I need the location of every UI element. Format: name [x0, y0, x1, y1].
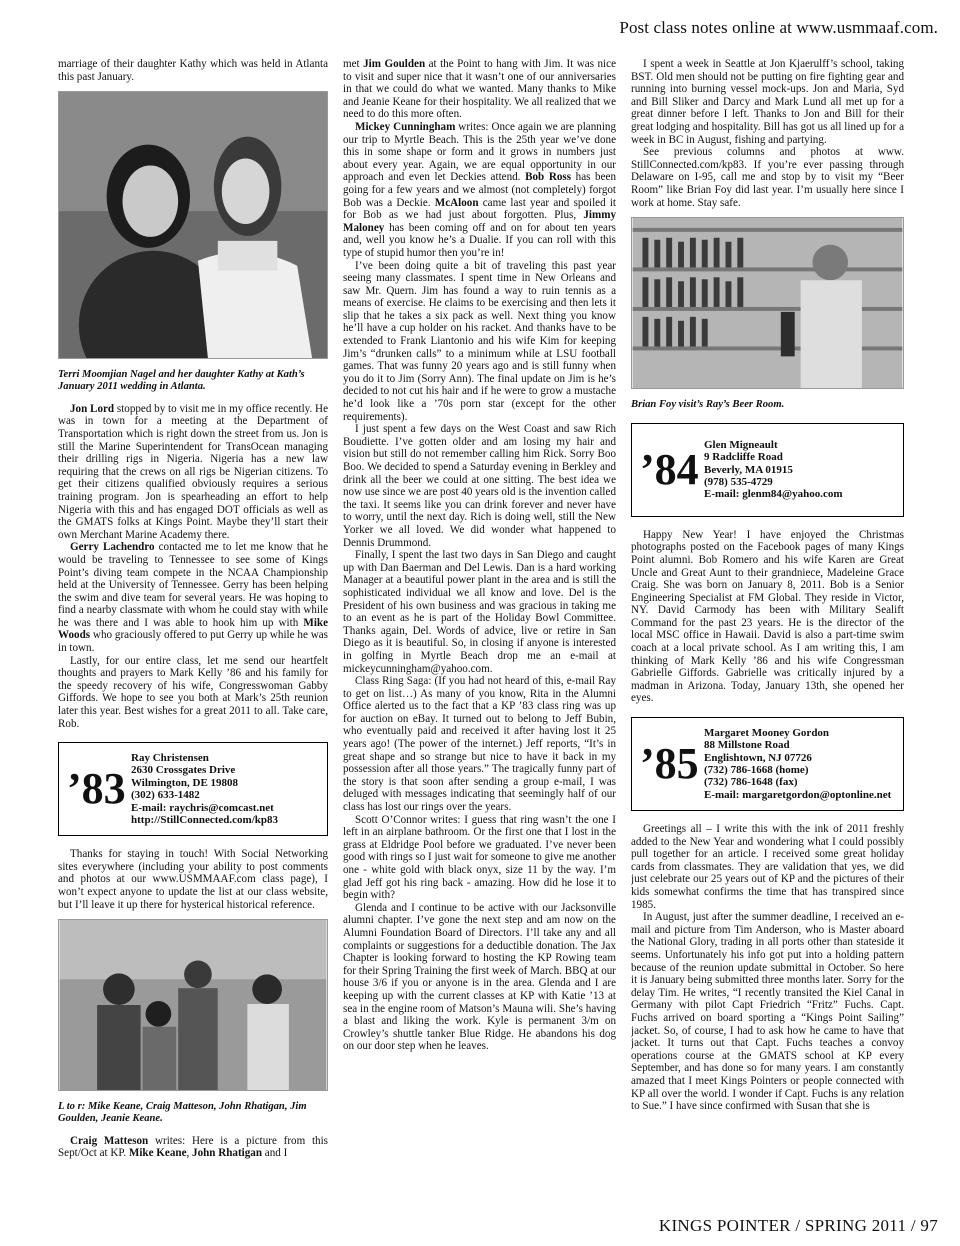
name-bold: McAloon: [434, 196, 479, 209]
paragraph-text: met: [343, 58, 364, 70]
paragraph: marriage of their daughter Kathy which was held in Atlanta this past January.: [58, 58, 328, 83]
paragraph: I just spent a few days on the West Coast and saw Rich Boudiette. I’ve gotten older and am losing my hair and vision but still do not remember calling him Rick. Sorry Boo Boo. We decided to spend a Saturday evening in Berkley and drink all the beer we could at one sitting. The best idea we now use since we are post 40 years old is the invention called the taxi. It seems like you can drink forever and never have to worry, until the next day. Rich is doing well, still the New Yorker we all loved. We did wonder what happened to Dennis Drummond.: [343, 423, 616, 549]
paragraph: Happy New Year! I have enjoyed the Christmas photographs posted on the Facebook pages of many Kings Point alumni. Bob Romero and his wife Karen are Great Uncle and Great Aunt to their grandniece, Madeleine Grace Craig. She was born on January 8, 2011. Bob is a Senior Engineering Specialist at FM Global. They reside in Victor, NY. David Carmody has been with Military Sealift Command for the past 23 years. He is the director of the local MSC office in Hawaii. David is also a part-time swim coach at a local private school. As I am writing this, I am thinking of Mark Kelly ’86 and his wife Congressman Gabrielle Giffords. Gabrielle was critically injured by a madman in Arizona. Today, January 13th, she opened her eyes.: [631, 528, 904, 705]
contact-email: E-mail: margaretgordon@optonline.net: [704, 788, 892, 801]
contact-address: 9 Radcliffe Road: [704, 451, 783, 464]
class-year: ’83: [67, 764, 126, 814]
name-bold: Mickey Cunningham: [355, 120, 456, 133]
column-1: [58, 58, 328, 1190]
paragraph: I spent a week in Seattle at Jon Kjaerulff’s school, taking BST. Old men should not be putting on fire fighting gear and running into burning vessel mock-ups. Jon and Maria, Syd and Bill Sliker and Darcy and Mark Lund all met up for a great dinner before I left. Thanks to Jon and Bill for their great lodging and hospitality. Bill has got us all lined up for a week in BC in August, fishing and partying.: [631, 58, 904, 146]
contact-email: E-mail: glenm84@yahoo.com: [704, 488, 843, 501]
contact-city: Englishtown, NJ 07726: [704, 751, 812, 764]
contact-name: Margaret Mooney Gordon: [704, 726, 830, 739]
paragraph-text: has been coming off and on for about ten years and, well you know he’s a Dualie. If you can roll with this type of stupid humor then you’re in!: [343, 221, 616, 259]
class-1985-box: [631, 717, 904, 811]
paragraph-text: who graciously offered to put Gerry up while he was in town.: [58, 629, 328, 655]
beer-room-photo: [631, 217, 904, 389]
class-1983-box: [58, 742, 328, 836]
column-3: [631, 58, 904, 1190]
paragraph-text: at the Point to hang with Jim. It was nice to visit and super nice that it wasn’t one of our anniversaries in that we could do what we wanted. Many thanks to Mike and Jeanie Keane for their hospitality. We all realized that we need to do this more often.: [343, 58, 616, 121]
contact-phone: (978) 535-4729: [704, 475, 773, 488]
paragraph-text: writes: Once again we are planning our trip to Myrtle Beach. This is the 25th year we’ve done this in some shape or form and it grows in numbers just about every year. Again, we are equal opportunity in our approach and even let Deckies attend.: [343, 120, 616, 184]
name-bold: Jon Lord: [70, 402, 115, 415]
name-bold: Gerry Lachendro: [70, 541, 155, 554]
page-footer: KINGS POINTER / SPRING 2011 / 97: [658, 1216, 938, 1235]
contact-fax: (732) 786-1648 (fax): [704, 776, 798, 789]
paragraph-text: writes: Here is a picture from this Sept/Oct at KP.: [58, 1134, 328, 1160]
paragraph: Scott O’Connor writes: I guess that ring wasn’t the one I left in an airplane bathroom. Or the first one that I lost in the grass at Eldridge Pool before we graduated. I’ve never been good with rings so I just wait for someone to give me another one - white gold with black onyx, size 11 by the way. I’m glad Jeff got his ring back - amazing. How did he lose it to begin with?: [343, 813, 616, 902]
paragraph-text: contacted me to let me know that he would be traveling to Tennessee to see some of Kings Point’s diving team compete in the NCAA Championship held at the University of Tennessee. Gerry has been helping the swim and dive team for several years. He was hoping to find a nearby classmate with whom he could stay with while he was there and I was able to hook him up with: [58, 541, 328, 629]
photo-caption: Brian Foy visit’s Ray’s Beer Room.: [631, 398, 785, 410]
contact-address: 2630 Crossgates Drive: [131, 764, 236, 777]
contact-address: 88 Millstone Road: [704, 739, 790, 752]
name-bold: Craig Matteson: [70, 1134, 149, 1147]
paragraph: Greetings all – I write this with the ink of 2011 freshly added to the New Year and wondering what I could possibly pull together for an article. I received some great holiday cards from classmates. They are validation that yes, we did just celebrate our 25 years out of KP and the pictures of their kids somewhat confirms the time that has transpired since 1985.: [631, 823, 904, 911]
name-bold: Jim Goulden: [363, 58, 426, 70]
paragraph: In August, just after the summer deadline, I received an e-mail and picture from Tim Anderson, who is Master aboard the National Glory, trading in all ports other than stateside it seems. Unfortunately his info got put into a holding pattern because of the reunion update submittal in October. So here it is January being submitted three months later. Sorry for the delay Tim. He writes, “I recently transited the Kiel Canal in Germany with pilot Capt Friedrich “Fritz” Fuchs. Capt. Fuchs arrived on board sporting a “Kings Point Sailing” jacket. So, of course, I had to ask how he came to have that jacket. It turns out that Capt. Fuchs teaches a convoy operations course at the GMATS school at KP every September, and has done so for many years. I am constantly amazed that I meet Kings Pointers or people connected with KP all over the world. I wonder if Capt. Fuchs is any relation to Sue.” I have since confirmed with Susan that she is: [631, 911, 904, 1113]
paragraph: Class Ring Saga: (If you had not heard of this, e-mail Ray to get on list…) As many of you know, Rita in the Alumni Office alerted us to the fact that a KP ’83 class ring was up for auction on eBay. It turned out to belong to Jeff Bubin, who eventually paid and received it after having lost it 25 years ago! (The power of the internet.) Jeff reports, “It’s in great shape and so strange but nice to have it back in my possession after all those years.” The tragically funny part of the story is that soon after sending a group e-mail, I was deluged with messages indicating that seemingly half of our class has lost our rings over the years.: [343, 675, 616, 814]
class-year: ’85: [640, 739, 699, 789]
contact-email: E-mail: raychris@comcast.net: [131, 801, 274, 814]
paragraph: See previous columns and photos at www. StillConnected.com/kp83. If you’re ever passing through Delaware on I-95, call me and stop by to visit my “Beer Room” like Brian Foy did last year. I’m usually here since I work at home. Stay safe.: [631, 146, 904, 209]
page-header-note: Post class notes online at www.usmmaaf.com.: [619, 18, 938, 37]
paragraph-text: came last year and spoiled it for Bob as we had just about forgotten. Plus,: [343, 196, 616, 222]
contact-website: http://StillConnected.com/kp83: [131, 814, 278, 827]
paragraph-text: and I: [262, 1147, 288, 1160]
contact-phone: (302) 633-1482: [131, 789, 200, 802]
contact-name: Glen Migneault: [704, 438, 778, 451]
contact-city: Wilmington, DE 19808: [131, 776, 239, 789]
contact-city: Beverly, MA 01915: [704, 463, 793, 476]
photo-caption: Terri Moomjian Nagel and her daughter Kathy at Kath’s January 2011 wedding in Atlanta.: [58, 368, 305, 392]
class-1984-box: [631, 423, 904, 517]
paragraph-text: ,: [186, 1147, 193, 1160]
paragraph: Finally, I spent the last two days in San Diego and caught up with Dan Baerman and Del Lewis. Dan is a hard working Manager at a beautiful power plant in the area and is still the sophisticated individual we all know and love. Del is the President of his own business and was gracious in taking me to an event as he is part of the Holiday Bowl Committee. Thanks again, Del. Words of advice, live or retire in San Diego as it is beautiful. So, in closing if anyone is interested in golfing in Myrtle Beach drop me an e-mail at mickeycunningham@yahoo.com.: [343, 549, 616, 675]
contact-phone: (732) 786-1668 (home): [704, 764, 809, 777]
paragraph: Lastly, for our entire class, let me send our heartfelt thoughts and prayers to Mark Kelly ’86 and his family for the speedy recovery of his wife, Congresswoman Gabby Giffords. We hope to see you both at Mark’s 25th reunion later this year. Best wishes for a great 2011 to all. Take care, Rob.: [58, 654, 328, 730]
paragraph: Thanks for staying in touch! With Social Networking sites everywhere (including your ability to post comments and photos at our www.USMMAAF.com class page), I won’t expect anyone to update the list at our class website, but I’ll leave it up there for hysterical historical reference.: [58, 848, 328, 911]
column-2: [343, 58, 616, 1190]
paragraph: Glenda and I continue to be active with our Jacksonville alumni chapter. I’ve gone the next step and am now on the Alumni Foundation Board of Directors. I’ll take any and all complaints or suggestions for a deductible donation. The Jax Chapter is looking forward to hosting the KP Rowing team for their Spring Training the first week of March. BBQ at our house 3/6 if you or anyone is in the area. Glenda and I are keeping up with the current classes at KP with Katie ’13 at sea in the engine room of Matson’s Mauna wili. She’s having a blast and liking the work. Kyle is permanent 3/m on Crowley’s shuttle tanker Blue Ridge. He abandons his dog on our door step when he leaves.: [343, 901, 616, 1053]
group-photo: [58, 919, 328, 1091]
wedding-photo: [58, 91, 328, 359]
name-bold: Jimmy Maloney: [343, 209, 616, 234]
paragraph-text: has been going for a few years and we almost (not completely) forgot Bob was a Deckie.: [343, 171, 616, 209]
contact-name: Ray Christensen: [131, 752, 209, 764]
name-bold: Mike Woods: [58, 616, 328, 642]
name-bold: Mike Keane: [128, 1147, 187, 1160]
paragraph-text: stopped by to visit me in my office recently. He was in town for a meeting at the Department of Transportation which is right down the street from us. Jon is still the Marine Superintendent for TransOcean managing their drilling rigs in Nigeria. Nigeria has a new law requiring that the crews on all rigs be Nigerian citizens. To get their citizens qualified obviously requires a serious training program. Jon is spearheading an effort to help Nigeria with this and has engaged DOT officials as well as the GMATS folks at Kings Point. Maybe they’ll start their own Merchant Marine Academy there.: [58, 402, 328, 541]
name-bold: Bob Ross: [525, 171, 572, 184]
photo-caption: L to r: Mike Keane, Craig Matteson, John Rhatigan, Jim Goulden, Jeanie Keane.: [58, 1100, 307, 1124]
paragraph: I’ve been doing quite a bit of traveling this past year seeing many classmates. I spent time in New Orleans and saw Mr. Quern. Jim has found a way to ruin tennis as a means of exercise. He claims to be exercising and then lets it slip that he takes a six pack as well. Next thing you know he’ll have a cup holder on his racket. And thanks have to be extended to Frank Liantonio and his wife Kim for keeping Jim’s “drunken calls” to a minimum while at LSU football games. That was funny 20 years ago and is still funny when you do it to Jim (Sorry Ann). The final update on Jim is he’s decided to not cut his hair and if he were to grow a mustache he’d look like a ’70s porn star (except for the other requirements).: [343, 259, 616, 423]
class-year: ’84: [640, 444, 699, 494]
name-bold: John Rhatigan: [192, 1147, 263, 1160]
